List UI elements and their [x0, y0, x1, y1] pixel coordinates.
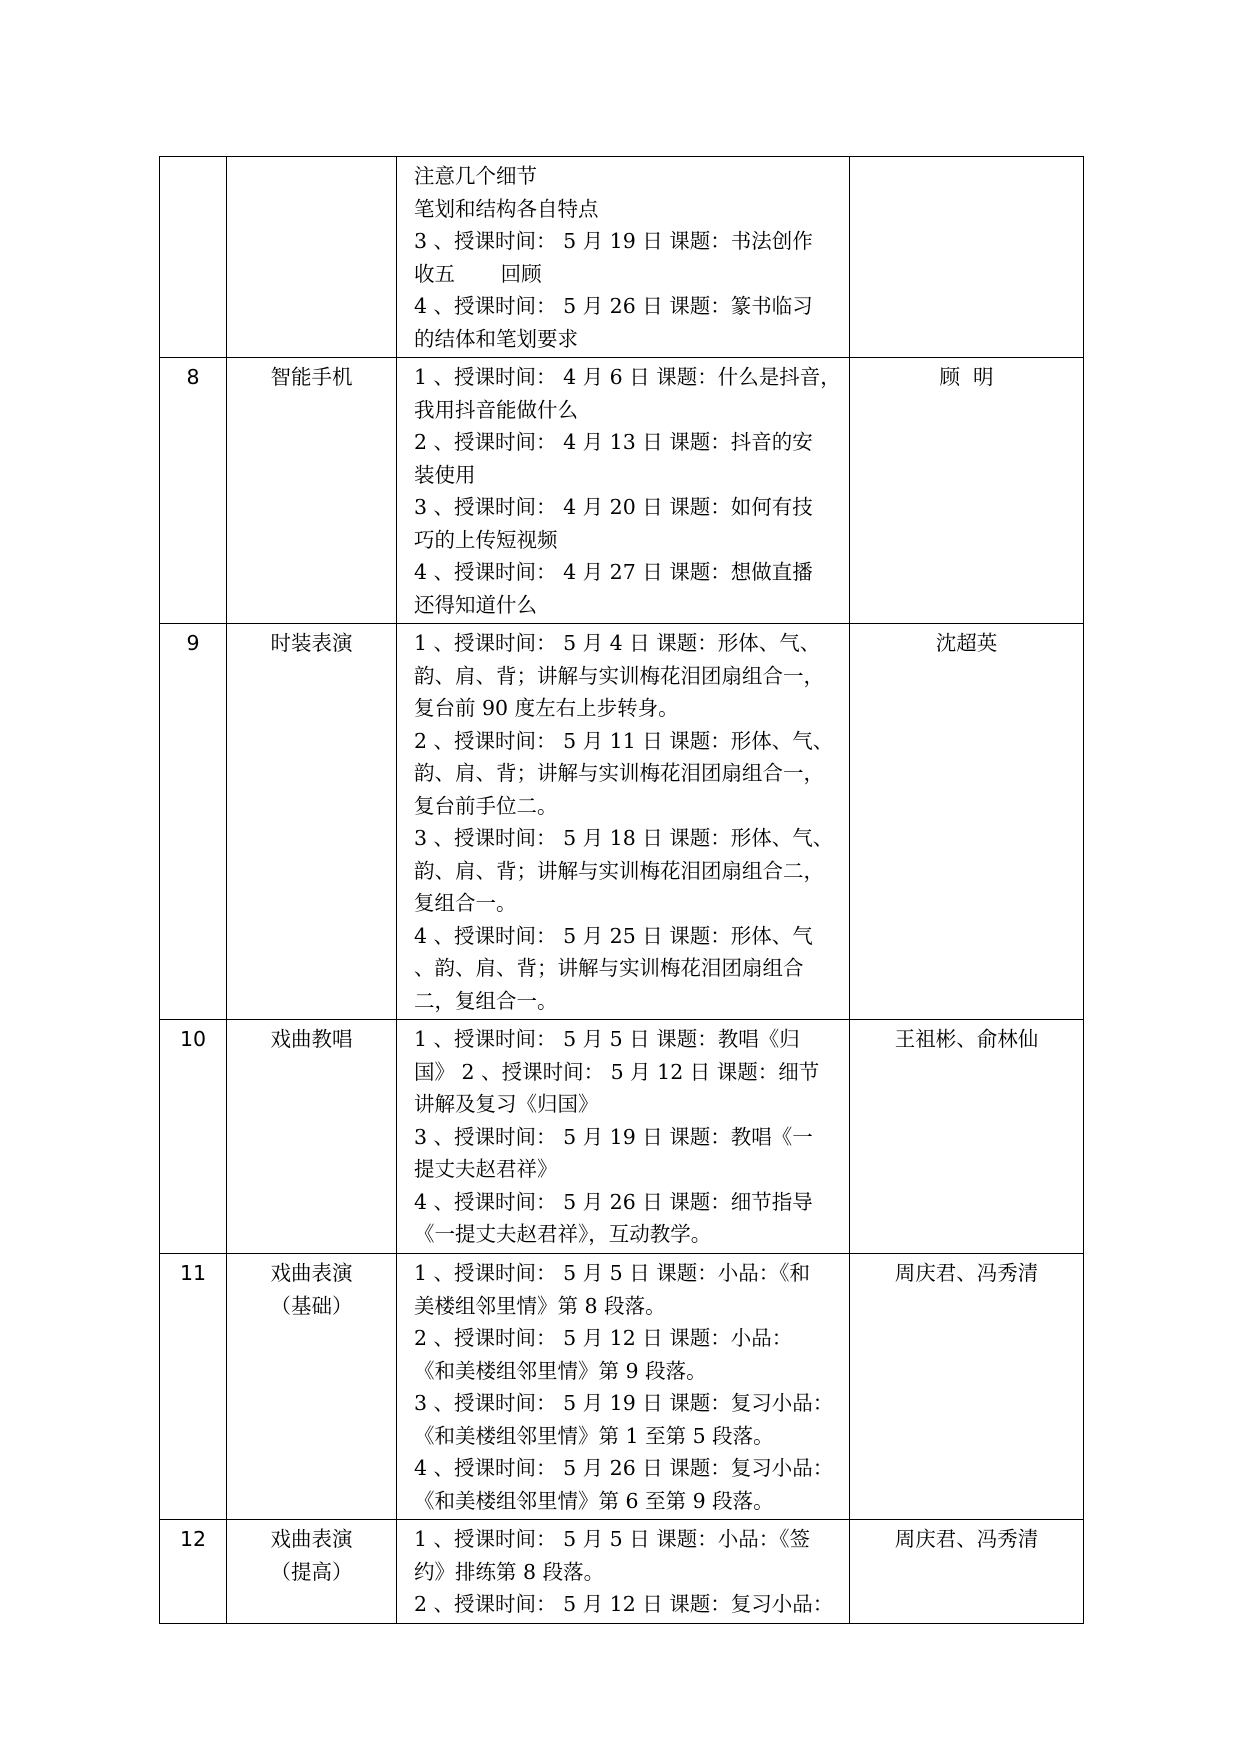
lesson-line: 复台前 90 度左右上步转身。: [414, 696, 679, 720]
lesson-line: 国》 2 、授课时间： 5 月 12 日 课题：细节: [414, 1059, 820, 1084]
lesson-content: [397, 358, 850, 624]
table-row: [160, 1520, 1084, 1624]
lesson-line: 2 、授课时间： 5 月 12 日 课题：小品：: [414, 1326, 793, 1350]
lesson-line: 、韵、肩、背；讲解与实训梅花泪团扇组合: [414, 956, 804, 980]
table-row: [160, 1020, 1084, 1254]
course-name-line: 时装表演: [270, 631, 353, 655]
lesson-line: 约》排练第 8 段落。: [414, 1559, 605, 1584]
course-name: [227, 624, 397, 1020]
lesson-line: 1 、授课时间： 4 月 6 日 课题：什么是抖音，: [414, 365, 841, 389]
row-number: 8: [160, 358, 227, 624]
row-number: 11: [160, 1254, 227, 1520]
lesson-content: [397, 1520, 850, 1624]
lesson-line: 复台前手位二。: [414, 793, 558, 818]
teacher-name: 王祖彬、俞林仙: [850, 1020, 1084, 1254]
lesson-line: 复组合一。: [414, 891, 517, 915]
course-name: [227, 1254, 397, 1520]
teacher-name: 沈超英: [850, 624, 1084, 1020]
row-number: [160, 157, 227, 358]
course-name: [227, 358, 397, 624]
lesson-line: 还得知道什么: [414, 592, 537, 617]
lesson-line: 4 、授课时间： 5 月 26 日 课题：细节指导: [414, 1189, 813, 1214]
table-row: [160, 624, 1084, 1020]
lesson-content: [397, 624, 850, 1020]
table-row: [160, 358, 1084, 624]
course-name-line: 戏曲教唱: [270, 1027, 353, 1051]
lesson-line: 韵、肩、背；讲解与实训梅花泪团扇组合一，: [414, 761, 824, 785]
lesson-line: 3 、授课时间： 5 月 19 日 课题：复习小品：: [414, 1391, 834, 1415]
lesson-line: 《和美楼组邻里情》第 1 至第 5 段落。: [414, 1423, 774, 1448]
lesson-line: 4 、授课时间： 5 月 26 日 课题：复习小品：: [414, 1456, 834, 1480]
lesson-line: 我用抖音能做什么: [414, 397, 578, 422]
table-row: [160, 1254, 1084, 1520]
lesson-line: 1 、授课时间： 5 月 4 日 课题：形体、气、: [414, 631, 821, 655]
schedule-table: [159, 156, 1084, 1624]
row-number: 12: [160, 1520, 227, 1624]
lesson-line: 美楼组邻里情》第 8 段落。: [414, 1293, 666, 1318]
lesson-line: 1 、授课时间： 5 月 5 日 课题：小品：《签: [414, 1527, 810, 1551]
lesson-content: [397, 1020, 850, 1254]
table-row: [160, 157, 1084, 358]
course-name-line: 戏曲表演: [270, 1261, 353, 1285]
lesson-line: 1 、授课时间： 5 月 5 日 课题：教唱《归: [414, 1027, 800, 1051]
lesson-line: 二，复组合一。: [414, 988, 558, 1013]
course-name: [227, 1020, 397, 1254]
lesson-line: 4 、授课时间： 4 月 27 日 课题：想做直播: [414, 560, 813, 584]
lesson-line: 巧的上传短视频: [414, 527, 558, 552]
lesson-content: [397, 1254, 850, 1520]
lesson-line: 2 、授课时间： 5 月 11 日 课题：形体、气、: [414, 728, 834, 753]
course-name-line: （提高）: [270, 1559, 353, 1584]
lesson-line: 《一提丈夫赵君祥》，互动教学。: [414, 1222, 712, 1246]
lesson-line: 《和美楼组邻里情》第 9 段落。: [414, 1358, 707, 1383]
lesson-line: 笔划和结构各自特点: [414, 196, 599, 221]
lesson-content: [397, 157, 850, 358]
lesson-line: 3 、授课时间： 5 月 19 日 课题：教唱《一: [414, 1124, 813, 1149]
lesson-line: 1 、授课时间： 5 月 5 日 课题：小品：《和: [414, 1261, 810, 1285]
course-name-line: 智能手机: [270, 365, 353, 389]
lesson-line: 装使用: [414, 462, 476, 487]
lesson-line: 注意几个细节: [414, 164, 537, 188]
lesson-line: 3 、授课时间： 5 月 18 日 课题：形体、气、: [414, 826, 834, 850]
row-number: 9: [160, 624, 227, 1020]
lesson-line: 2 、授课时间： 5 月 12 日 课题：复习小品：: [414, 1592, 834, 1616]
lesson-line: 3 、授课时间： 4 月 20 日 课题：如何有技: [414, 495, 813, 519]
teacher-name: 顾 明: [850, 358, 1084, 624]
lesson-line: 3 、授课时间： 5 月 19 日 课题：书法创作: [414, 229, 813, 253]
course-name: [227, 1520, 397, 1624]
lesson-line: 2 、授课时间： 4 月 13 日 课题：抖音的安: [414, 430, 813, 454]
row-number: 10: [160, 1020, 227, 1254]
lesson-line: 讲解及复习《归国》: [414, 1092, 599, 1116]
teacher-name: [850, 157, 1084, 358]
lesson-line: 《和美楼组邻里情》第 6 至第 9 段落。: [414, 1488, 774, 1513]
course-name-line: （基础）: [270, 1293, 353, 1318]
course-name-line: 戏曲表演: [270, 1527, 353, 1551]
lesson-line: 韵、肩、背；讲解与实训梅花泪团扇组合二，: [414, 858, 824, 883]
course-name: [227, 157, 397, 358]
lesson-line: 收五 回顾: [414, 261, 542, 286]
lesson-line: 的结体和笔划要求: [414, 326, 578, 351]
lesson-line: 4 、授课时间： 5 月 25 日 课题：形体、气: [414, 923, 813, 948]
lesson-line: 4 、授课时间： 5 月 26 日 课题：篆书临习: [414, 294, 813, 318]
teacher-name: 周庆君、冯秀清: [850, 1520, 1084, 1624]
lesson-line: 韵、肩、背；讲解与实训梅花泪团扇组合一，: [414, 663, 824, 688]
teacher-name: 周庆君、冯秀清: [850, 1254, 1084, 1520]
lesson-line: 提丈夫赵君祥》: [414, 1157, 558, 1181]
